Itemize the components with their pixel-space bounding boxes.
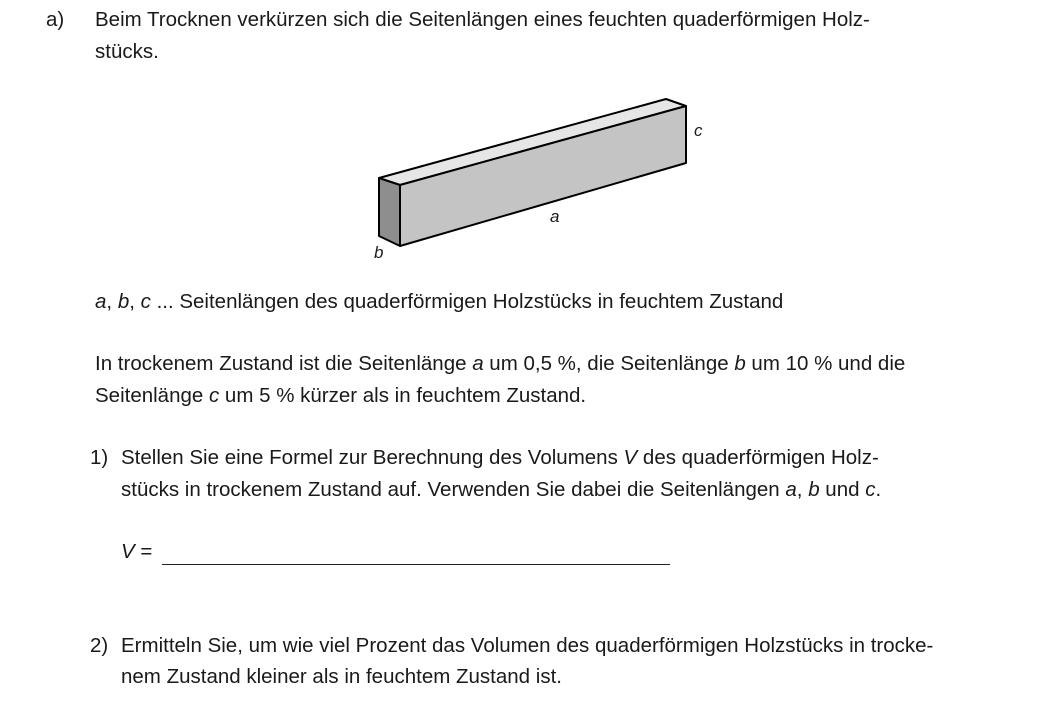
question-1-text: und [819, 478, 866, 501]
legend-text: ... Seitenlängen des quaderförmigen Holzstücks in feuchtem Zustand [150, 290, 784, 313]
answer-line[interactable] [162, 564, 670, 565]
paragraph-text: um 10 % und die [745, 352, 906, 375]
question-1-var-b: b [808, 478, 820, 501]
variable-legend [95, 290, 783, 314]
answer-var-v: V [121, 540, 135, 563]
question-2-line-1: Ermitteln Sie, um wie viel Prozent das Volumen des quaderförmigen Holzstücks in trocke- [121, 634, 934, 657]
legend-var-c: c [140, 290, 151, 313]
paragraph-text: In trockenem Zustand ist die Seitenlänge [95, 352, 473, 375]
figure-label-c: c [694, 121, 703, 140]
paragraph-var-c: c [208, 384, 220, 407]
question-1-text: , [796, 478, 809, 501]
question-1-var-v: V [623, 446, 638, 469]
answer-equals: = [134, 540, 153, 563]
question-1-number: 1) [90, 446, 109, 469]
figure-label-b: b [374, 243, 384, 262]
intro-text-line-2: stücks. [95, 40, 159, 63]
question-1-var-a: a [785, 478, 797, 501]
task-marker: a) [46, 8, 65, 31]
intro-text-line-1: Beim Trocknen verkürzen sich die Seitenlängen eines feuchten quaderförmigen Holz- [95, 8, 870, 31]
question-2-line-2: nem Zustand kleiner als in feuchtem Zustand ist. [121, 665, 562, 688]
cuboid-front-face [400, 106, 686, 246]
paragraph-text: um 5 % kürzer als in feuchtem Zustand. [219, 384, 587, 407]
question-2-number: 2) [90, 634, 109, 657]
question-1-text: stücks in trockenem Zustand auf. Verwenden Sie dabei die Seitenlängen [121, 478, 786, 501]
paragraph-var-a: a [472, 352, 484, 375]
question-1-var-c: c [865, 478, 876, 501]
question-1-text: des quaderförmigen Holz- [637, 446, 879, 469]
legend-var-b: b [117, 290, 130, 313]
legend-var-a: a [95, 290, 107, 313]
paragraph-text: um 0,5 %, die Seitenlänge [483, 352, 735, 375]
answer-label [121, 540, 152, 564]
legend-sep-1: , [106, 290, 118, 313]
legend-sep-2: , [129, 290, 141, 313]
paragraph-var-b: b [734, 352, 746, 375]
question-1-text: . [875, 478, 882, 501]
question-1-line-1 [121, 446, 879, 470]
figure-label-a: a [550, 207, 560, 226]
question-1-line-2 [121, 478, 881, 502]
condition-paragraph-line-1 [95, 352, 905, 376]
cuboid-end-face [379, 178, 400, 246]
question-1-text: Stellen Sie eine Formel zur Berechnung des Volumens [121, 446, 624, 469]
condition-paragraph-line-2 [95, 384, 586, 408]
paragraph-text: Seitenlänge [95, 384, 209, 407]
